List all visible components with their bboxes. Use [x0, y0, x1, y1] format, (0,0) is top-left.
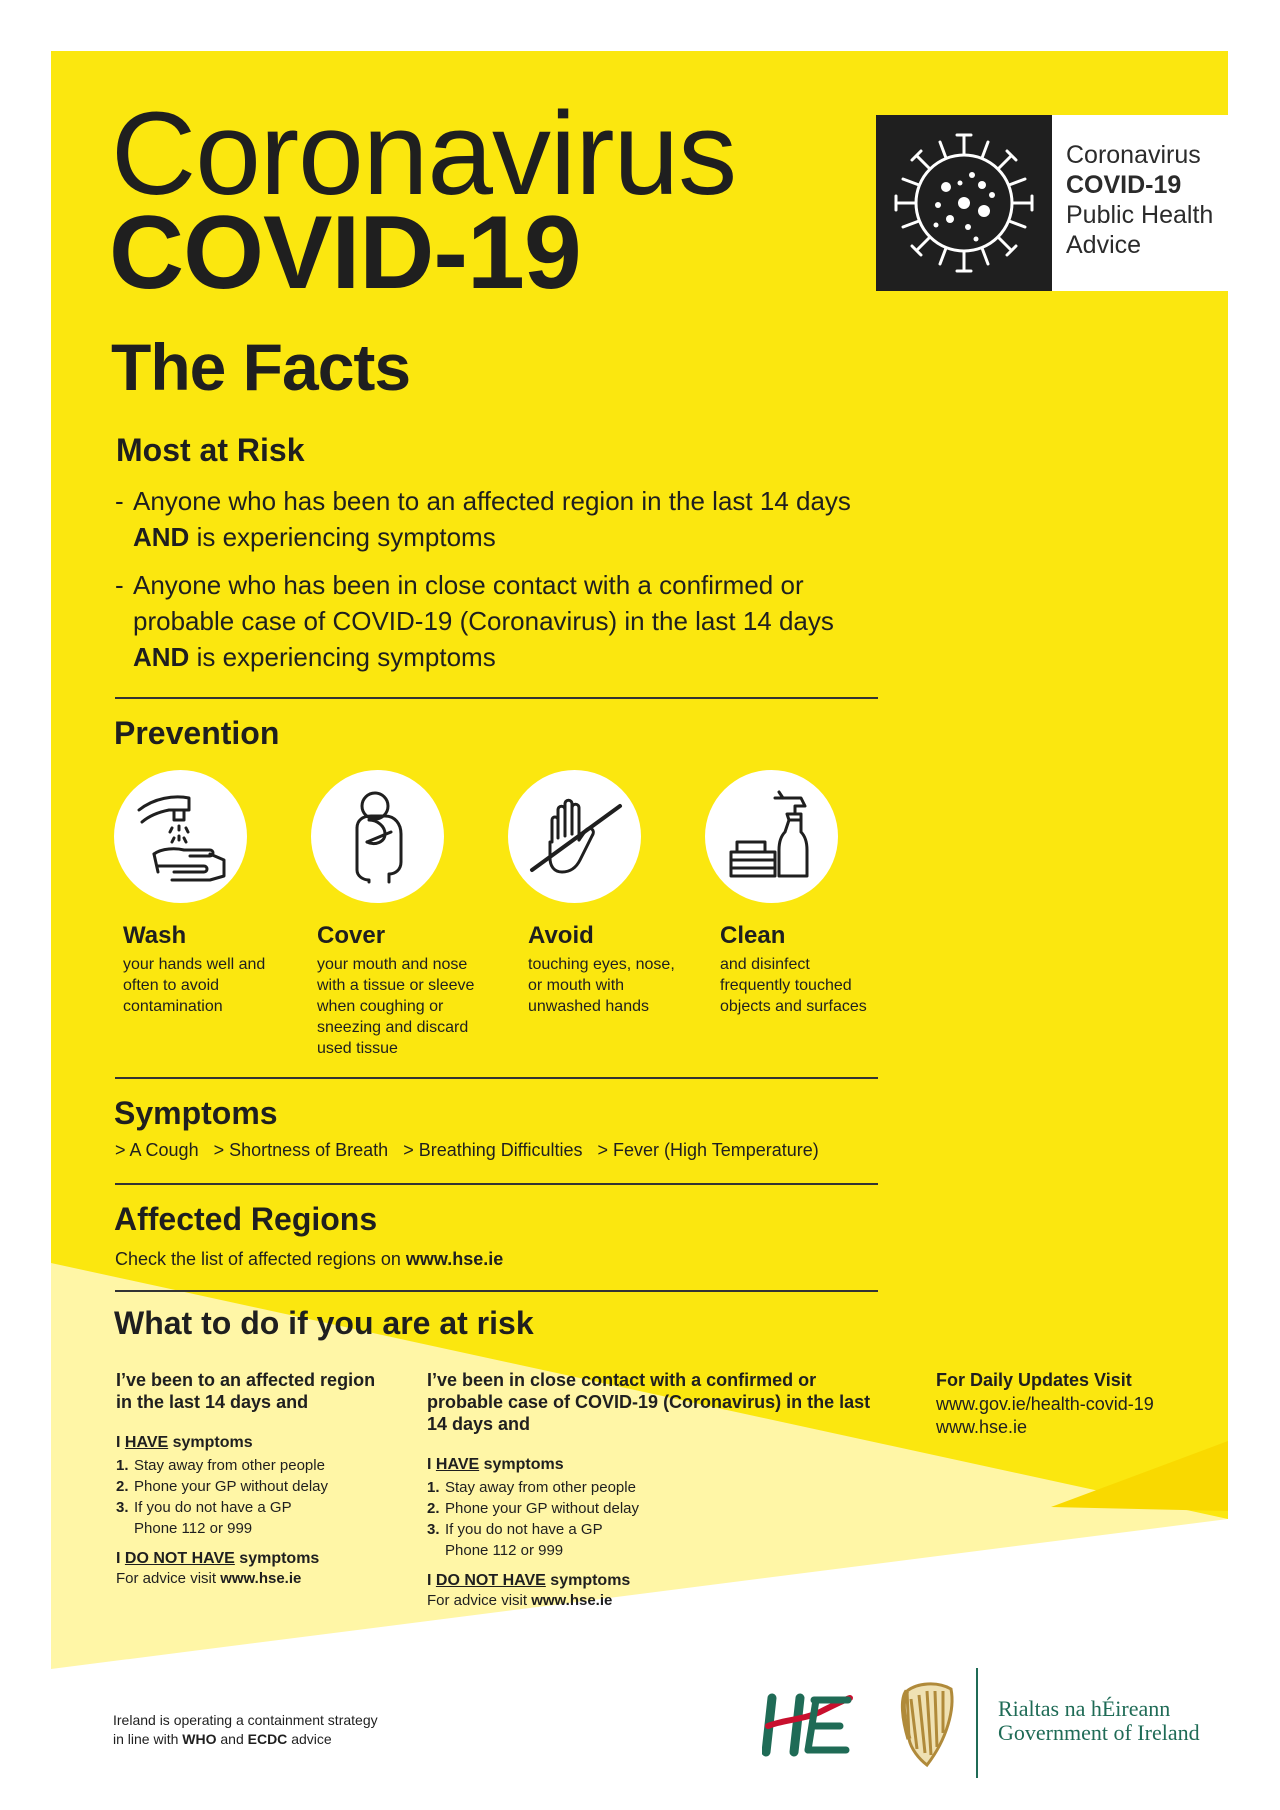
- prevention-heading: Prevention: [114, 715, 280, 751]
- donot-emphasis: DO NOT HAVE: [124, 1550, 235, 1567]
- steps-list: [116, 1455, 386, 1539]
- divider: [115, 697, 878, 699]
- donot-suffix: symptoms: [239, 1550, 320, 1567]
- divider: [115, 1183, 878, 1185]
- step-text: Phone your GP without delay: [134, 1478, 329, 1495]
- badge-line2: COVID-19: [1066, 171, 1182, 199]
- gov-english-name: Government of Ireland: [998, 1720, 1200, 1745]
- gov-irish-name: Rialtas na hÉireann: [998, 1696, 1171, 1721]
- symptoms-heading: Symptoms: [114, 1095, 278, 1131]
- list-item: 3. If you do not have a GP Phone 112 or 999: [116, 1499, 292, 1537]
- donot-prefix: I: [427, 1572, 432, 1589]
- government-of-ireland: [998, 1697, 1200, 1745]
- risk-list: [115, 483, 895, 687]
- advice-text: For advice visit: [427, 1592, 528, 1609]
- prevention-title: Wash: [123, 922, 187, 949]
- badge-line1: Coronavirus: [1066, 141, 1201, 169]
- prevention-text: and disinfect frequently touched objects and surfaces: [720, 956, 867, 1015]
- spray-cleaner-icon: [705, 770, 838, 903]
- updates-link-hse[interactable]: www.hse.ie: [936, 1417, 1028, 1437]
- regions-text: [115, 1249, 503, 1270]
- advice-link[interactable]: www.hse.ie: [531, 1592, 613, 1609]
- list-item: 1. Stay away from other people: [116, 1457, 325, 1474]
- risk-item-tail: is experiencing symptoms: [196, 522, 496, 552]
- step-text: Stay away from other people: [134, 1457, 325, 1474]
- title-bold: COVID-19: [109, 195, 581, 311]
- list-item: 1. Stay away from other people: [427, 1479, 636, 1496]
- risk-item-text: Anyone who has been in close contact with a confirmed or probable case of COVID-19 (Coronavirus) in the last 14 days: [133, 570, 834, 636]
- column-heading: I’ve been in close contact with a confirmed or probable case of COVID-19 (Coronavirus) in the last 14 days and: [427, 1370, 871, 1434]
- have-prefix: I: [427, 1456, 432, 1473]
- prevention-item-cover: [317, 924, 497, 1059]
- have-emphasis: HAVE: [435, 1456, 480, 1473]
- prevention-text: touching eyes, nose, or mouth with unwashed hands: [528, 956, 675, 1015]
- symptom-item: > Fever (High Temperature): [597, 1140, 819, 1160]
- symptom-item: > A Cough: [115, 1140, 199, 1160]
- hse-logo: [762, 1690, 854, 1760]
- regions-link[interactable]: www.hse.ie: [405, 1249, 504, 1269]
- risk-item-text: Anyone who has been to an affected region in the last 14 days: [133, 486, 851, 516]
- what-to-do-heading: What to do if you are at risk: [114, 1305, 534, 1341]
- divider: [115, 1077, 878, 1079]
- advice-link[interactable]: www.hse.ie: [220, 1570, 302, 1587]
- risk-and: AND: [133, 642, 190, 672]
- risk-and: AND: [133, 522, 190, 552]
- have-emphasis: HAVE: [124, 1434, 169, 1451]
- donot-suffix: symptoms: [550, 1572, 631, 1589]
- no-touch-hand-icon: [508, 770, 641, 903]
- virus-icon: [876, 115, 1052, 291]
- no-symptoms-label: [427, 1571, 877, 1591]
- list-item: 3. If you do not have a GP Phone 112 or 999: [427, 1521, 603, 1559]
- step-text: Stay away from other people: [445, 1479, 636, 1496]
- updates-heading: For Daily Updates Visit: [936, 1370, 1132, 1390]
- note-line1: Ireland is operating a containment strategy: [113, 1712, 378, 1728]
- advice-line: [427, 1591, 877, 1611]
- containment-note: [113, 1711, 433, 1749]
- badge-text: [1066, 140, 1213, 260]
- symptoms-list: [115, 1140, 829, 1161]
- risk-item: - Anyone who has been to an affected region in the last 14 days AND is experiencing symptoms: [115, 486, 851, 552]
- badge-line4: Advice: [1066, 231, 1142, 259]
- advice-text: For advice visit: [116, 1570, 217, 1587]
- advice-line: [116, 1569, 386, 1589]
- have-symptoms-label: [427, 1455, 877, 1475]
- handwash-icon: [114, 770, 247, 903]
- daily-updates: [936, 1369, 1196, 1439]
- have-prefix: I: [116, 1434, 121, 1451]
- have-suffix: symptoms: [483, 1456, 564, 1473]
- prevention-title: Cover: [317, 922, 386, 949]
- badge-line3: Public Health: [1066, 201, 1214, 229]
- note-line2: [113, 1730, 433, 1749]
- prevention-text: your mouth and nose with a tissue or sleeve when coughing or sneezing and discard used tissue: [317, 956, 475, 1057]
- regions-description: Check the list of affected regions on: [115, 1249, 401, 1269]
- updates-link-gov[interactable]: www.gov.ie/health-covid-19: [936, 1394, 1154, 1414]
- regions-heading: Affected Regions: [114, 1201, 378, 1237]
- risk-item: - Anyone who has been in close contact with a confirmed or probable case of COVID-19 (Coronavirus) in the last 14 days AND is experiencing symptoms: [115, 570, 834, 672]
- logo-divider: [976, 1668, 978, 1778]
- risk-column-travel: [116, 1369, 386, 1589]
- step-text: Phone your GP without delay: [445, 1500, 640, 1517]
- prevention-text: your hands well and often to avoid contamination: [123, 956, 266, 1015]
- page-subtitle: The Facts: [111, 330, 411, 404]
- prevention-item-wash: [123, 924, 303, 1017]
- have-symptoms-label: [116, 1433, 386, 1453]
- cough-cover-icon: [311, 770, 444, 903]
- prevention-title: Avoid: [528, 922, 594, 949]
- prevention-item-clean: [720, 924, 900, 1017]
- risk-item-tail: is experiencing symptoms: [196, 642, 496, 672]
- title-light: Coronavirus: [111, 88, 737, 220]
- column-heading: I’ve been to an affected region in the last 14 days and: [116, 1370, 376, 1412]
- harp-emblem: [897, 1679, 959, 1771]
- note-who: WHO: [182, 1731, 217, 1747]
- note-prefix: in line with: [113, 1731, 179, 1747]
- donot-emphasis: DO NOT HAVE: [435, 1572, 546, 1589]
- list-item: 2. Phone your GP without delay: [427, 1500, 640, 1517]
- have-suffix: symptoms: [172, 1434, 253, 1451]
- note-and: and: [220, 1731, 244, 1747]
- symptom-item: > Breathing Difficulties: [403, 1140, 583, 1160]
- symptom-item: > Shortness of Breath: [213, 1140, 389, 1160]
- list-item: 2. Phone your GP without delay: [116, 1478, 329, 1495]
- divider: [115, 1290, 878, 1292]
- risk-heading: Most at Risk: [116, 432, 305, 468]
- note-ecdc: ECDC: [247, 1731, 288, 1747]
- public-health-badge: [876, 115, 1228, 291]
- donot-prefix: I: [116, 1550, 121, 1567]
- step-text: If you do not have a GP Phone 112 or 999: [445, 1521, 603, 1559]
- steps-list: [427, 1477, 877, 1561]
- no-symptoms-label: [116, 1549, 386, 1569]
- note-suffix: advice: [291, 1731, 332, 1747]
- prevention-item-avoid: [528, 924, 708, 1017]
- prevention-title: Clean: [720, 922, 786, 949]
- risk-column-contact: [427, 1369, 877, 1611]
- step-text: If you do not have a GP Phone 112 or 999: [134, 1499, 292, 1537]
